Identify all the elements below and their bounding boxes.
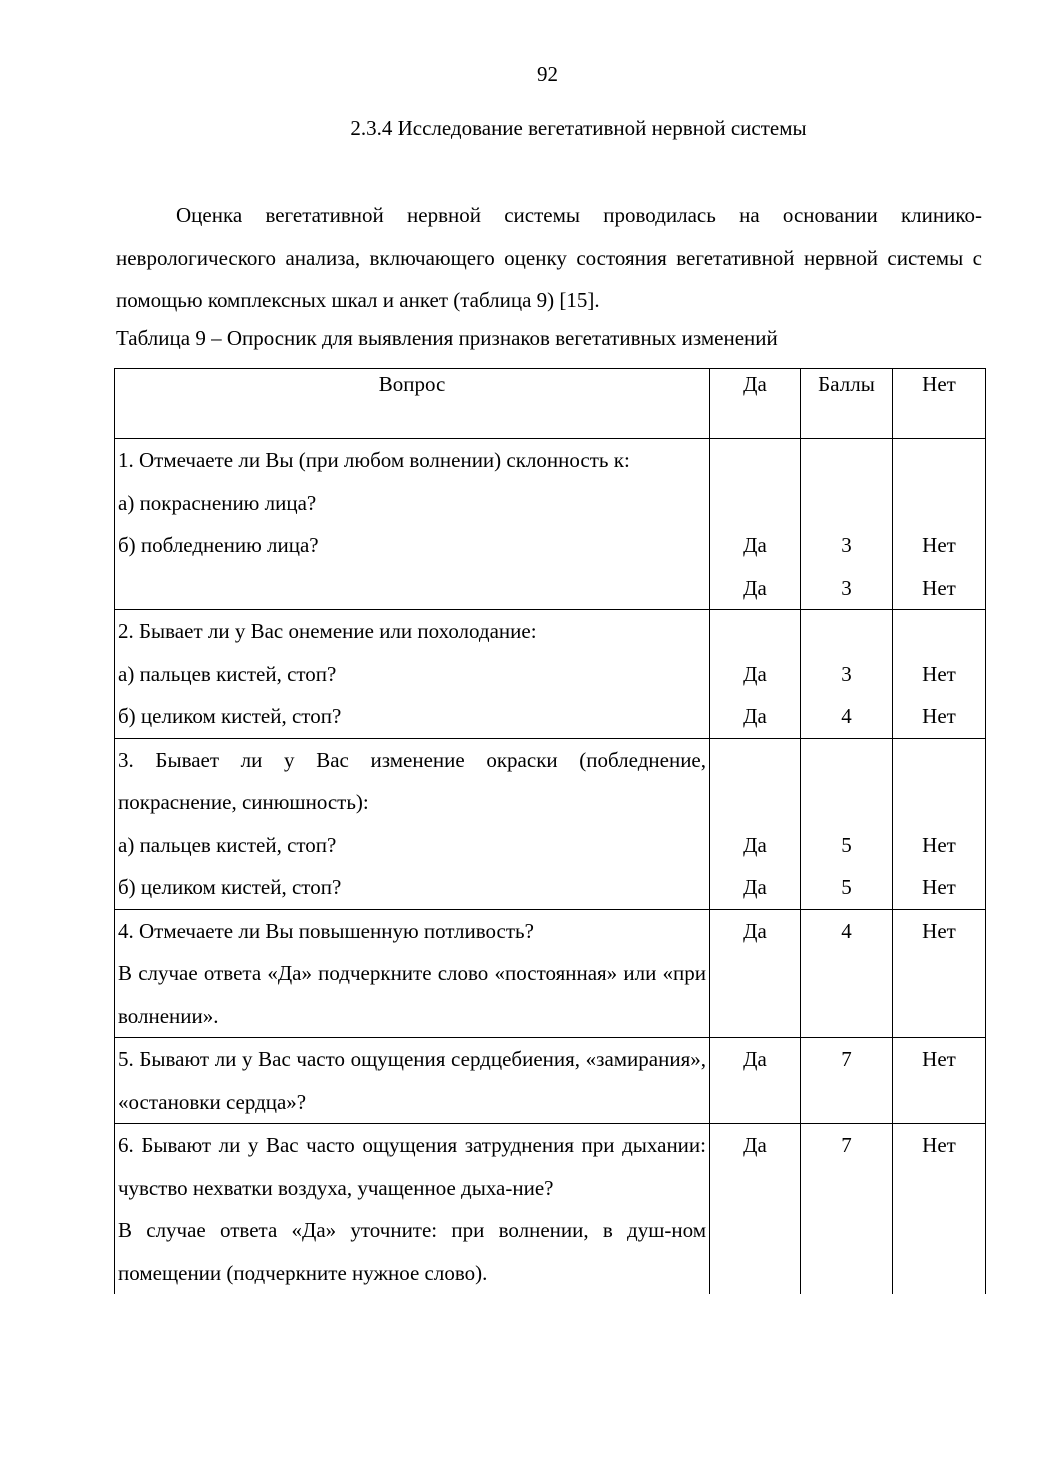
- points-cell: [801, 1038, 893, 1124]
- answer-no-cell: [893, 1038, 986, 1124]
- question-line: а) покраснению лица?: [118, 490, 317, 515]
- points-cell: [801, 738, 893, 909]
- answer-yes-value: Да: [743, 1047, 767, 1071]
- points-value: [804, 482, 889, 525]
- answer-yes-value: Да: [743, 575, 767, 600]
- answer-no-value: Нет: [922, 832, 956, 857]
- answer-yes-value: Да: [743, 918, 767, 943]
- questionnaire-table: [114, 368, 986, 1294]
- table-row: [115, 610, 986, 739]
- points-value: 7: [841, 1133, 852, 1157]
- points-cell: [801, 1124, 893, 1295]
- answer-no-cell: [893, 610, 986, 739]
- question-line: б) целиком кистей, стоп?: [118, 875, 342, 899]
- answer-no-value: [896, 482, 982, 525]
- points-cell: [801, 610, 893, 739]
- points-value: [804, 439, 889, 482]
- answer-no-cell: [893, 439, 986, 610]
- answer-yes-value: [713, 610, 797, 653]
- question-cell: [115, 610, 710, 739]
- answer-no-value: Нет: [922, 533, 956, 557]
- points-value: 5: [841, 875, 852, 899]
- section-title: 2.3.4 Исследование вегетативной нервной системы: [350, 116, 807, 140]
- answer-no-value: Нет: [922, 918, 956, 943]
- answer-yes-value: Да: [743, 704, 767, 728]
- answer-no-value: Нет: [922, 575, 956, 600]
- table-header-row: [115, 369, 986, 439]
- header-points: Баллы: [801, 369, 893, 439]
- points-value: 4: [841, 918, 852, 943]
- points-value: 7: [841, 1047, 852, 1071]
- answer-no-value: Нет: [922, 704, 956, 728]
- answer-yes-value: Да: [743, 661, 767, 686]
- answer-no-cell: [893, 909, 986, 1038]
- answer-no-value: Нет: [922, 661, 956, 686]
- page-number: 92: [537, 62, 558, 86]
- header-question: Вопрос: [115, 369, 710, 439]
- answer-yes-value: [713, 781, 797, 824]
- answer-yes-value: Да: [743, 875, 767, 899]
- points-value: 5: [841, 832, 852, 857]
- answer-yes-cell: [710, 1038, 801, 1124]
- header-no: Нет: [893, 369, 986, 439]
- answer-yes-cell: [710, 439, 801, 610]
- header-yes: Да: [710, 369, 801, 439]
- answer-yes-value: Да: [743, 533, 767, 557]
- question-line: 4. Отмечаете ли Вы повышенную потливость?: [118, 918, 534, 943]
- table-row: [115, 738, 986, 909]
- answer-yes-cell: [710, 738, 801, 909]
- table-row: [115, 909, 986, 1038]
- question-cell: [115, 1124, 710, 1295]
- question-cell: [115, 909, 710, 1038]
- question-line: б) целиком кистей, стоп?: [118, 704, 342, 728]
- question-cell: [115, 1038, 710, 1124]
- points-value: [804, 610, 889, 653]
- question-line: 2. Бывает ли у Вас онемение или похолодание:: [118, 619, 537, 643]
- answer-no-value: [896, 781, 982, 824]
- answer-no-value: Нет: [922, 1133, 956, 1157]
- points-value: [804, 781, 889, 824]
- question-cell: [115, 738, 710, 909]
- answer-yes-value: Да: [743, 1133, 767, 1157]
- question-line: В случае ответа «Да» уточните: при волнении, в душ-ном помещении (подчеркните нужное слово).: [118, 1218, 706, 1285]
- answer-no-value: Нет: [922, 875, 956, 899]
- question-line: В случае ответа «Да» подчеркните слово «постоянная» или «при волнении».: [118, 961, 706, 1028]
- question-line: б) побледнению лица?: [118, 533, 319, 557]
- points-value: 3: [841, 533, 852, 557]
- question-line: а) пальцев кистей, стоп?: [118, 661, 337, 686]
- points-value: 3: [841, 575, 852, 600]
- answer-yes-value: [713, 482, 797, 525]
- points-cell: [801, 909, 893, 1038]
- answer-no-value: Нет: [922, 1047, 956, 1071]
- points-cell: [801, 439, 893, 610]
- points-value: [804, 739, 889, 782]
- question-line: 5. Бывают ли у Вас часто ощущения сердцебиения, «замирания», «остановки сердца»?: [118, 1047, 706, 1114]
- question-line: а) пальцев кистей, стоп?: [118, 832, 337, 857]
- points-value: 4: [841, 704, 852, 728]
- answer-yes-cell: [710, 909, 801, 1038]
- answer-yes-value: Да: [743, 832, 767, 857]
- table-caption: Таблица 9 – Опросник для выявления признаков вегетативных изменений: [116, 326, 778, 350]
- question-line: 6. Бывают ли у Вас часто ощущения затруднения при дыхании: чувство нехватки воздуха, учащенное дыха-ние?: [118, 1133, 706, 1200]
- answer-yes-value: [713, 439, 797, 482]
- table-row: [115, 1124, 986, 1295]
- intro-paragraph: Оценка вегетативной нервной системы проводилась на основании клинико-неврологического анализа, включающего оценку состояния вегетативной нервной системы с помощью комплексных шкал и анкет (таблица 9) [15].: [116, 203, 982, 312]
- points-value: 3: [841, 661, 852, 686]
- table-row: [115, 1038, 986, 1124]
- answer-no-value: [896, 610, 982, 653]
- answer-yes-value: [713, 739, 797, 782]
- answer-yes-cell: [710, 1124, 801, 1295]
- answer-yes-cell: [710, 610, 801, 739]
- answer-no-cell: [893, 1124, 986, 1295]
- question-cell: [115, 439, 710, 610]
- question-line: 1. Отмечаете ли Вы (при любом волнении) склонность к:: [118, 448, 630, 472]
- table-row: [115, 439, 986, 610]
- question-line: 3. Бывает ли у Вас изменение окраски (побледнение, покраснение, синюшность):: [118, 747, 706, 814]
- answer-no-cell: [893, 738, 986, 909]
- answer-no-value: [896, 739, 982, 782]
- answer-no-value: [896, 439, 982, 482]
